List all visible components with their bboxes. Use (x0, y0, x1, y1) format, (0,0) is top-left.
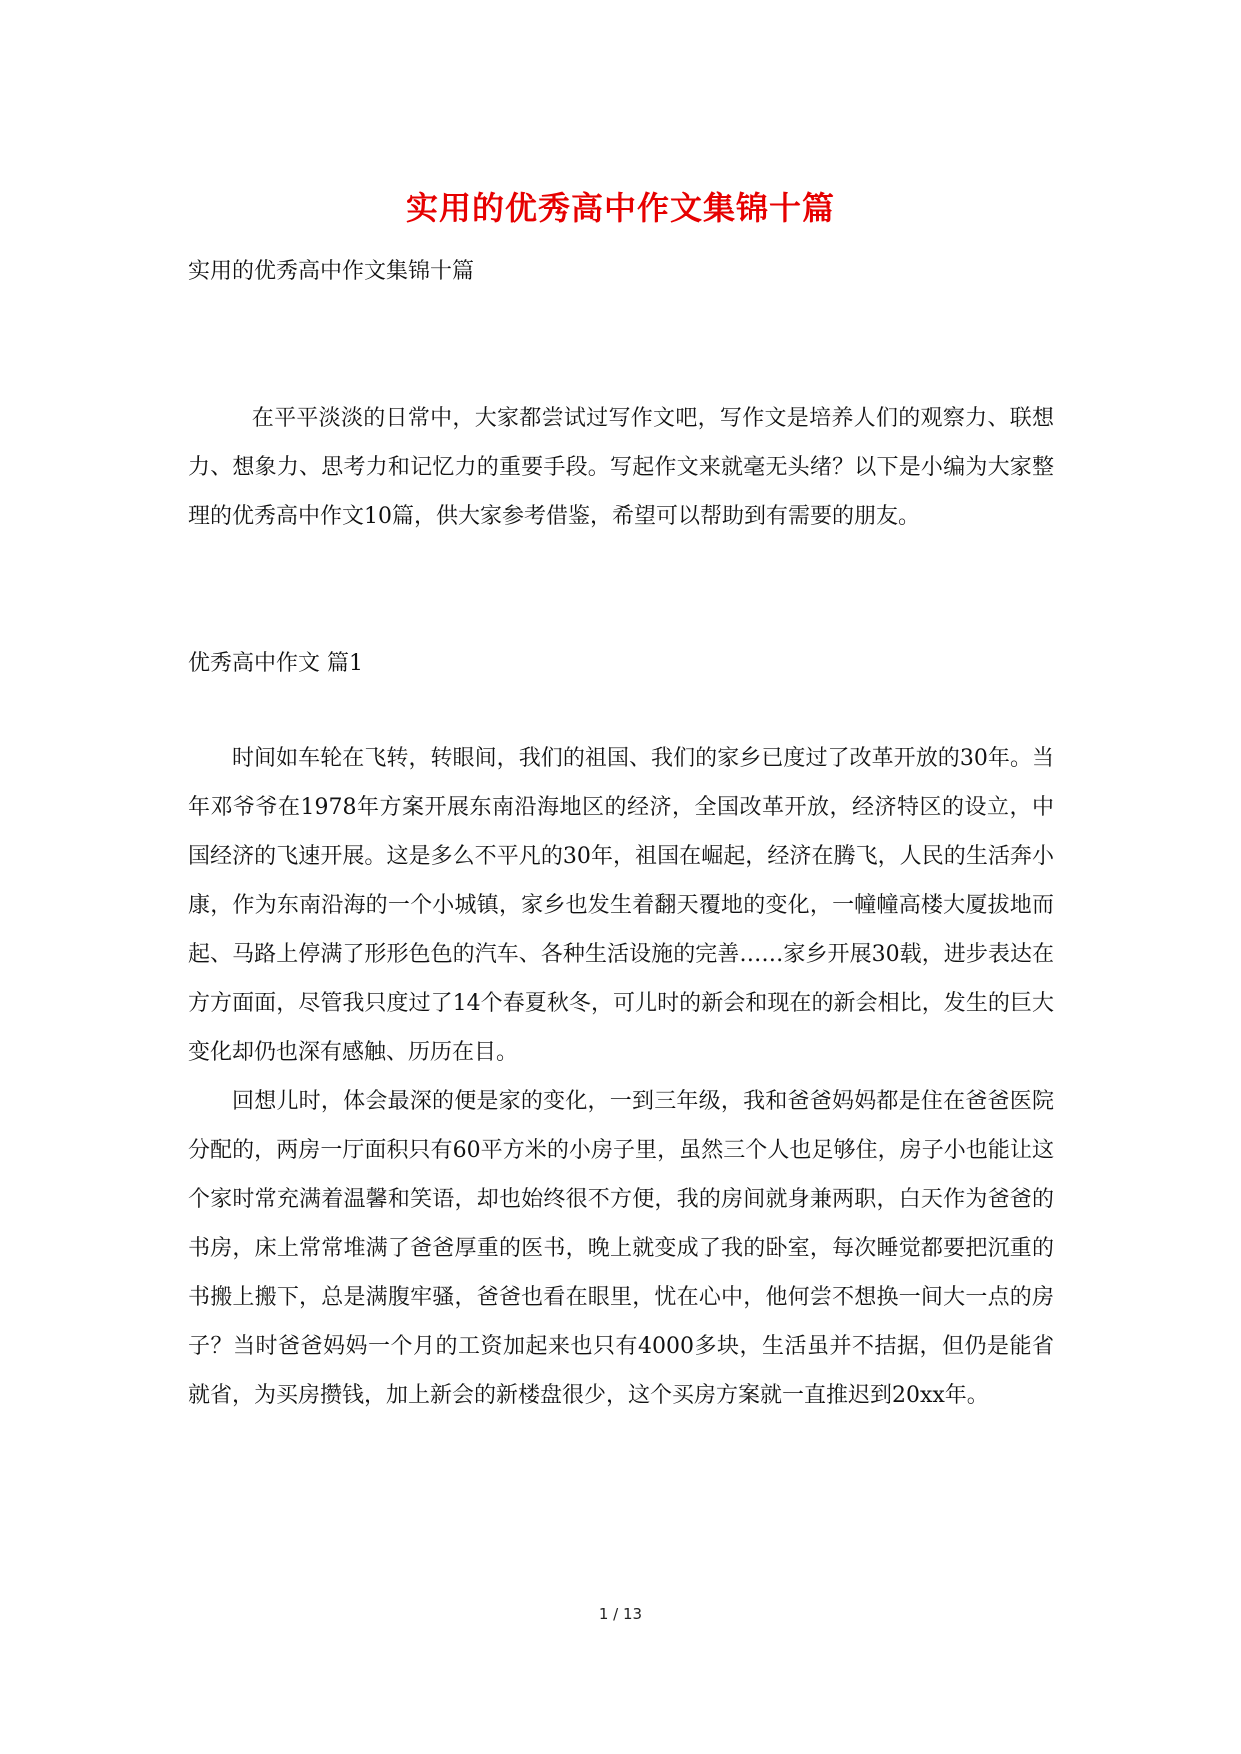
document-title: 实用的优秀高中作文集锦十篇 (405, 189, 835, 227)
intro-block (188, 394, 1054, 541)
section-heading: 优秀高中作文 篇1 (188, 651, 363, 676)
essay-paragraph-2: 回想儿时，体会最深的便是家的变化，一到三年级，我和爸爸妈妈都是住在爸爸医院分配的，两房一厅面积只有60平方米的小房子里，虽然三个人也足够住，房子小也能让这个家时常充满着温馨和笑语，却也始终很不方便，我的房间就身兼两职，白天作为爸爸的书房，床上常常堆满了爸爸厚重的医书，晚上就变成了我的卧室，每次睡觉都要把沉重的书搬上搬下，总是满腹牢骚，爸爸也看在眼里，忧在心中，他何尝不想换一间大一点的房子？当时爸爸妈妈一个月的工资加起来也只有4000多块，生活虽并不拮据，但仍是能省就省，为买房攒钱，加上新会的新楼盘很少，这个买房方案就一直推迟到20xx年。 (188, 1089, 1054, 1408)
document-subtitle: 实用的优秀高中作文集锦十篇 (188, 259, 475, 284)
essay-paragraph-1: 时间如车轮在飞转，转眼间，我们的祖国、我们的家乡已度过了改革开放的30年。当年邓爷爷在1978年方案开展东南沿海地区的经济，全国改革开放，经济特区的设立，中国经济的飞速开展。这是多么不平凡的30年，祖国在崛起，经济在腾飞，人民的生活奔小康，作为东南沿海的一个小城镇，家乡也发生着翻天覆地的变化，一幢幢高楼大厦拔地而起、马路上停满了形形色色的汽车、各种生活设施的完善……家乡开展30载，进步表达在方方面面，尽管我只度过了14个春夏秋冬，可儿时的新会和现在的新会相比，发生的巨大变化却仍也深有感触、历历在目。 (188, 746, 1054, 1065)
page-number: 1 / 13 (598, 1605, 643, 1623)
essay-body (188, 734, 1054, 1420)
intro-paragraph: 在平平淡淡的日常中，大家都尝试过写作文吧，写作文是培养人们的观察力、联想力、想象力、思考力和记忆力的重要手段。写起作文来就毫无头绪？以下是小编为大家整理的优秀高中作文10篇，供大家参考借鉴，希望可以帮助到有需要的朋友。 (188, 406, 1054, 529)
